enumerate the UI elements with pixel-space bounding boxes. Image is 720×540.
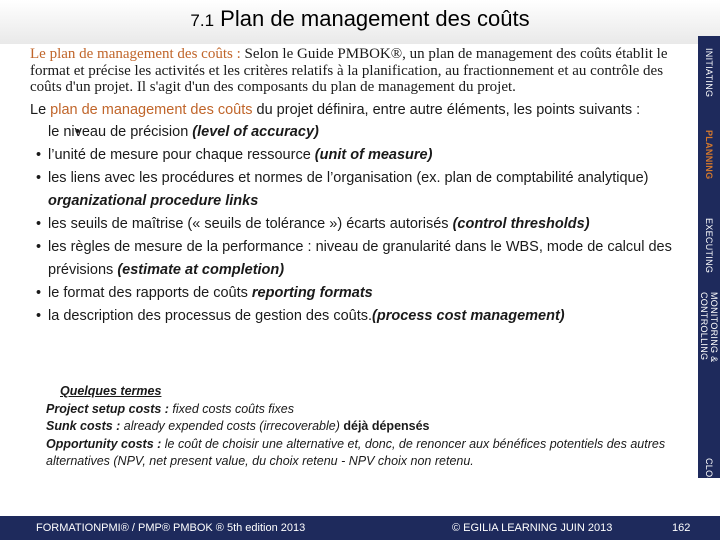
page-title [0,6,720,32]
bullet-list [30,121,690,328]
term-definition: le coût de choisir une alternative et, donc, de renoncer aux bénéfices potentiels des autres alternatives (NPV, net present value, du choix retenu - NPV choix non retenu. [46,436,666,468]
bullet-text: le niveau de précision [48,124,193,140]
terms-heading: Quelques termes [60,384,162,398]
tab-initiating[interactable]: INITIATING [704,48,714,98]
bullet-text: les liens avec les procédures et normes de l’organisation (ex. plan de comptabilité analytique) [48,170,649,186]
bullet-term: organizational procedure links [48,193,259,209]
section-number: 7.1 [190,11,215,30]
footer-course: FORMATIONPMI® / PMP® PMBOK ® 5th edition 2013 [36,522,306,534]
slide-footer [0,516,720,540]
bullet-text: les règles de mesure de la performance : niveau de granularité dans le WBS, mode de calcul des prévisions [48,239,672,278]
term-definition: already expended costs (irrecoverable) [120,419,344,433]
bullet-text: les seuils de maîtrise (« seuils de tolérance ») écarts autorisés [48,216,453,232]
term-project-setup [46,401,696,419]
tab-monitoring-controlling[interactable]: MONITORING & CONTROLLING [699,292,719,363]
list-item [30,121,690,144]
intro-paragraph [30,46,690,96]
bullet-term: (process cost management) [372,308,565,324]
bullet-term: reporting formats [251,285,373,301]
list-item [30,305,690,328]
term-translation: déjà dépensés [343,419,430,433]
intro-text: Selon le Guide PMBOK®, un plan de management des coûts établit le format et précise les activités et les critères relatifs à la planification, au fractionnement et au contrôle des coûts d'un projet. Il s'agit d'un des composants du plan de management du projet. [30,46,668,95]
bullet-term: (control thresholds) [452,216,590,232]
slide-header [0,0,720,44]
list-item [30,213,690,236]
list-item [30,282,690,305]
para2-end: du projet définira, entre autre éléments, les points suivants : [252,101,641,118]
terms-section [46,383,696,471]
footer-copyright: © EGILIA LEARNING JUIN 2013 [452,522,613,534]
process-group-sidebar [698,36,720,501]
list-item [30,236,690,282]
title-text: Plan de management des coûts [220,6,530,31]
bullet-text: la description des processus de gestion des coûts. [48,308,373,324]
bullet-text: le format des rapports de coûts [48,285,252,301]
list-item [30,167,690,213]
term-label: Sunk costs : [46,419,121,433]
term-sunk-costs [46,418,696,436]
tab-planning[interactable]: PLANNING [704,130,714,180]
term-opportunity-costs [46,436,696,471]
page-number: 162 [672,522,691,534]
bullet-term: (unit of measure) [314,147,433,163]
slide-body [30,46,690,328]
bullet-text: l’unité de mesure pour chaque ressource [48,147,315,163]
bullet-term: (estimate at completion) [117,262,285,278]
intro-lead: Le plan de management des coûts : [30,46,241,62]
second-paragraph [30,100,690,122]
term-label: Project setup costs : [46,401,169,416]
bullet-term: (level of accuracy) [192,124,319,140]
para2-highlight: plan de management des coûts [50,101,253,118]
para2-start: Le [30,101,51,118]
tab-executing[interactable]: EXECUTING [704,218,714,274]
tab-closing[interactable]: CLOSING [704,457,714,501]
list-item [30,144,690,167]
term-label: Opportunity costs : [46,436,162,451]
term-definition: fixed costs coûts fixes [168,401,295,416]
